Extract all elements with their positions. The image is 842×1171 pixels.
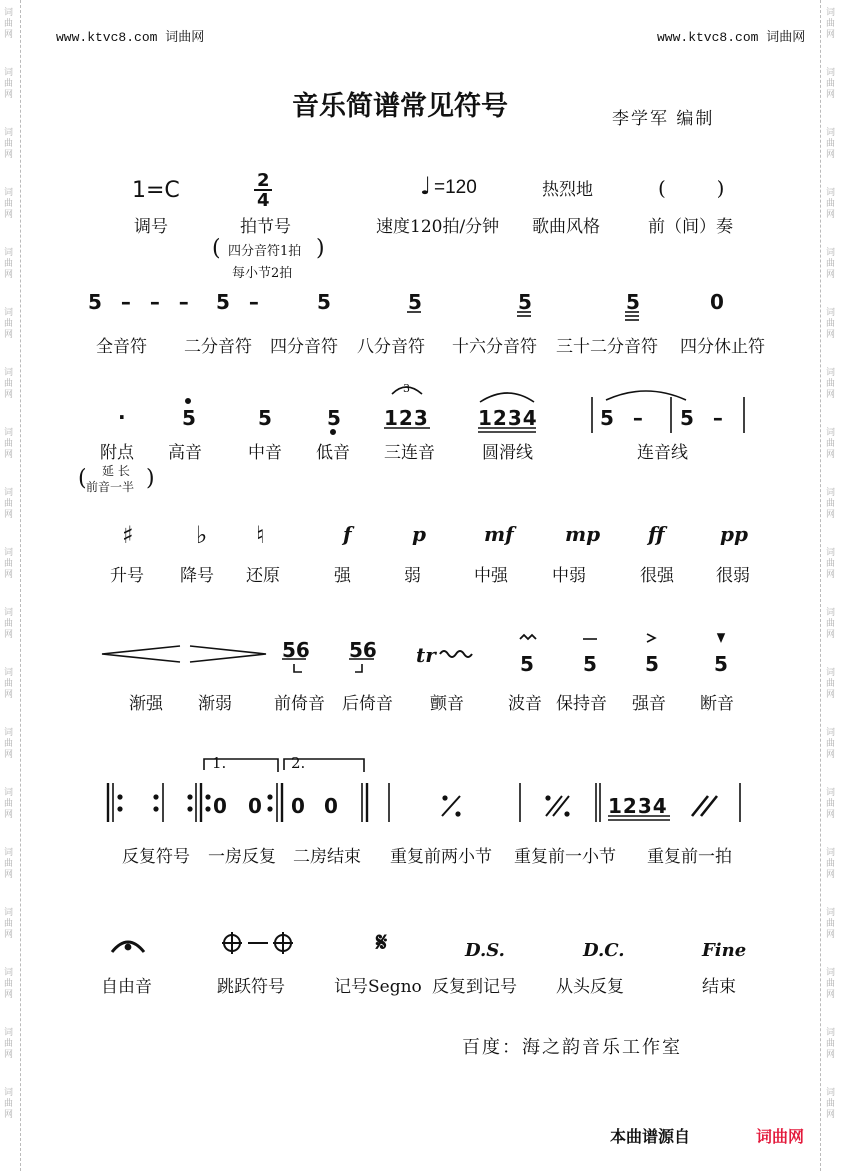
label-tempo: 速度120拍/分钟: [376, 217, 500, 237]
time-note-paren-right: ): [316, 236, 325, 261]
edge-watermark-text: 词曲网: [826, 1028, 836, 1060]
trill-symbol: tr: [416, 643, 436, 667]
dot-note-line2: 前音一半: [86, 480, 135, 494]
label-ff: 很强: [640, 566, 674, 586]
dyn-ff: ff: [648, 522, 665, 546]
label-half: 二分音符: [184, 337, 252, 357]
edge-watermark-text: 词曲网: [826, 428, 836, 460]
label-key: 调号: [134, 217, 168, 237]
label-post-grace: 后倚音: [342, 694, 393, 714]
edge-watermark-text: 词曲网: [4, 308, 14, 340]
label-repeat-one-bar: 重复前一小节: [514, 847, 616, 867]
edge-watermark-text: 词曲网: [826, 668, 836, 700]
eighth-note: 5: [408, 290, 422, 314]
time-note-paren-left: (: [212, 236, 221, 261]
edge-watermark-text: 词曲网: [826, 1088, 836, 1120]
segno-icon: 𝄋: [376, 928, 388, 958]
tie-note-1: 5 –: [600, 406, 649, 430]
dyn-p: p: [412, 522, 426, 546]
ds-symbol: D.S.: [465, 940, 505, 961]
footer-source-label: 本曲谱源自: [610, 1129, 691, 1146]
quarter-note-icon: ♩: [420, 172, 432, 200]
dyn-pp: pp: [720, 522, 748, 546]
label-natural: 还原: [246, 566, 280, 586]
label-decrescendo: 渐弱: [198, 694, 232, 714]
edge-watermark-text: 词曲网: [826, 308, 836, 340]
label-triplet: 三连音: [384, 443, 435, 463]
edge-watermark-text: 词曲网: [826, 848, 836, 880]
volta-2-label: 2.: [291, 754, 306, 772]
tie-note-2: 5 –: [680, 406, 729, 430]
edge-watermark-text: 词曲网: [826, 68, 836, 100]
label-p: 弱: [404, 566, 421, 586]
edge-watermark-text: 词曲网: [4, 908, 14, 940]
time-note-line2: 每小节2拍: [232, 266, 293, 281]
label-thirtysecond: 三十二分音符: [556, 337, 658, 357]
whole-note: 5 – – –: [88, 290, 195, 314]
trill-wave: [440, 651, 472, 657]
edge-watermark-text: 词曲网: [826, 488, 836, 520]
repeat-one-beat-mark: [692, 796, 717, 816]
low-dot: [331, 430, 335, 434]
dot-note-paren-right: ): [146, 466, 155, 491]
triplet-arc: [392, 387, 422, 394]
label-mf: 中强: [474, 566, 508, 586]
slur-arc: [480, 393, 534, 402]
edge-watermark-text: 词曲网: [4, 668, 14, 700]
label-tenuto: 保持音: [556, 694, 607, 714]
triplet-mark: 3: [403, 382, 410, 395]
fine-symbol: Fine: [702, 940, 747, 961]
post-grace-notes: 56: [349, 638, 377, 662]
edge-watermark-text: 词曲网: [826, 8, 836, 40]
label-intro: 前（间）奏: [648, 217, 733, 237]
label-mp: 中弱: [552, 566, 586, 586]
label-mordent: 波音: [508, 694, 542, 714]
tempo-value: =120: [434, 177, 477, 198]
key-signature: 1=C: [132, 178, 180, 203]
page-title: 音乐简谱常见符号: [292, 91, 508, 122]
label-ds: 反复到记号: [432, 977, 517, 997]
label-tie: 连音线: [637, 443, 688, 463]
edge-watermark-text: 词曲网: [4, 1028, 14, 1060]
style-text: 热烈地: [542, 180, 593, 199]
edge-watermark-text: 词曲网: [4, 788, 14, 820]
label-second-ending: 二房结束: [293, 847, 361, 867]
label-low: 低音: [316, 443, 350, 463]
label-pp: 很弱: [716, 566, 750, 586]
tie-arc: [606, 391, 686, 400]
label-dc: 从头反复: [556, 977, 624, 997]
dot-note-line1: 延 长: [102, 464, 130, 478]
dyn-f: f: [343, 522, 352, 546]
dot-note-paren-left: (: [78, 466, 87, 491]
accent-mark: [647, 634, 655, 642]
credit: 百度：海之韵音乐工作室: [462, 1037, 682, 1058]
edge-watermark-text: 词曲网: [4, 188, 14, 220]
label-eighth: 八分音符: [357, 337, 425, 357]
label-sixteenth: 十六分音符: [452, 337, 537, 357]
mordent-note: 5: [520, 652, 534, 676]
beat-notes: 1234: [608, 794, 668, 818]
edge-watermark-text: 词曲网: [4, 848, 14, 880]
rest-1: 0: [213, 794, 227, 818]
edge-watermark-text: 词曲网: [826, 248, 836, 280]
low-note: 5: [327, 406, 341, 430]
label-staccato: 断音: [700, 694, 734, 714]
label-repeat-one-beat: 重复前一拍: [647, 847, 732, 867]
edge-watermark-text: 词曲网: [4, 548, 14, 580]
time-sig-bottom: 4: [257, 190, 270, 211]
tenuto-note: 5: [583, 652, 597, 676]
edge-watermark-text: 词曲网: [4, 368, 14, 400]
dc-symbol: D.C.: [583, 940, 625, 961]
time-sig-top: 2: [257, 170, 270, 191]
time-note-line1: 四分音符1拍: [228, 244, 302, 259]
label-crescendo: 渐强: [129, 694, 163, 714]
label-repeat: 反复符号: [122, 847, 190, 867]
label-dot: 附点: [100, 443, 134, 463]
volta-1-label: 1.: [212, 754, 227, 772]
label-middle: 中音: [248, 443, 282, 463]
label-segno: 记号Segno: [334, 977, 422, 997]
edge-watermark-text: 词曲网: [4, 428, 14, 460]
high-note: 5: [182, 406, 196, 430]
edge-watermark-text: 词曲网: [826, 128, 836, 160]
header-right-url[interactable]: www.ktvc8.com 词曲网: [657, 30, 806, 45]
edge-watermark-text: 词曲网: [826, 608, 836, 640]
label-first-ending: 一房反复: [208, 847, 276, 867]
middle-note: 5: [258, 406, 272, 430]
triplet-notes: 123: [384, 406, 429, 430]
label-fermata: 自由音: [101, 977, 152, 997]
author: 李学军 编制: [612, 109, 715, 129]
staccato-note: 5: [714, 652, 728, 676]
edge-watermark-text: 词曲网: [4, 68, 14, 100]
edge-watermark-text: 词曲网: [826, 548, 836, 580]
edge-watermark-text: 词曲网: [826, 908, 836, 940]
dot-symbol: .: [118, 400, 126, 424]
crescendo-hairpin: [102, 646, 180, 662]
quarter-note: 5: [317, 290, 331, 314]
edge-watermark-text: 词曲网: [4, 968, 14, 1000]
half-note: 5 –: [216, 290, 265, 314]
edge-watermark-text: 词曲网: [4, 1088, 14, 1120]
sixteenth-note: 5: [518, 290, 532, 314]
pre-grace-notes: 56: [282, 638, 310, 662]
post-grace-hook: [355, 664, 362, 672]
natural-symbol: ♮: [256, 520, 265, 549]
edge-watermark-text: 词曲网: [4, 488, 14, 520]
label-whole: 全音符: [96, 337, 147, 357]
accent-note: 5: [645, 652, 659, 676]
label-quarter: 四分音符: [270, 337, 338, 357]
sharp-symbol: ♯: [122, 520, 134, 549]
label-slur: 圆滑线: [482, 443, 533, 463]
slur-notes: 1234: [478, 406, 538, 430]
rest-3: 0: [291, 794, 305, 818]
header-left-url[interactable]: www.ktvc8.com 词曲网: [56, 30, 205, 45]
pre-grace-hook: [294, 664, 302, 672]
label-pre-grace: 前倚音: [274, 694, 325, 714]
intro-paren: ( ): [658, 176, 725, 200]
label-repeat-two-bars: 重复前两小节: [390, 847, 492, 867]
edge-watermark-text: 词曲网: [4, 248, 14, 280]
label-flat: 降号: [180, 566, 214, 586]
dyn-mf: mf: [484, 522, 514, 546]
decrescendo-hairpin: [190, 646, 266, 662]
volta-1-bracket: [204, 759, 278, 772]
label-fine: 结束: [702, 977, 736, 997]
edge-watermark-text: 词曲网: [826, 368, 836, 400]
edge-watermark-text: 词曲网: [826, 188, 836, 220]
label-accent: 强音: [632, 694, 666, 714]
dyn-mp: mp: [565, 522, 601, 546]
label-trill: 颤音: [430, 694, 464, 714]
label-high: 高音: [168, 443, 202, 463]
label-style: 歌曲风格: [532, 217, 600, 237]
edge-watermark-text: 词曲网: [826, 788, 836, 820]
volta-2-bracket: [284, 759, 364, 772]
quarter-rest: 0: [710, 290, 724, 314]
edge-watermark-text: 词曲网: [4, 608, 14, 640]
edge-watermark-text: 词曲网: [826, 968, 836, 1000]
footer-source-site[interactable]: 词曲网: [756, 1129, 805, 1146]
mordent-mark: [520, 635, 536, 639]
edge-watermark-text: 词曲网: [4, 728, 14, 760]
label-coda: 跳跃符号: [217, 977, 285, 997]
label-sharp: 升号: [110, 566, 144, 586]
rest-4: 0: [324, 794, 338, 818]
label-time: 拍节号: [240, 217, 291, 237]
label-f: 强: [334, 566, 351, 586]
edge-watermark-text: 词曲网: [4, 128, 14, 160]
rest-2: 0: [248, 794, 262, 818]
label-quarter-rest: 四分休止符: [680, 337, 765, 357]
thirtysecond-note: 5: [626, 290, 640, 314]
high-dot: [186, 399, 190, 403]
flat-symbol: ♭: [196, 520, 208, 549]
edge-watermark-text: 词曲网: [826, 728, 836, 760]
edge-watermark-text: 词曲网: [4, 8, 14, 40]
staccato-mark: [718, 634, 724, 641]
